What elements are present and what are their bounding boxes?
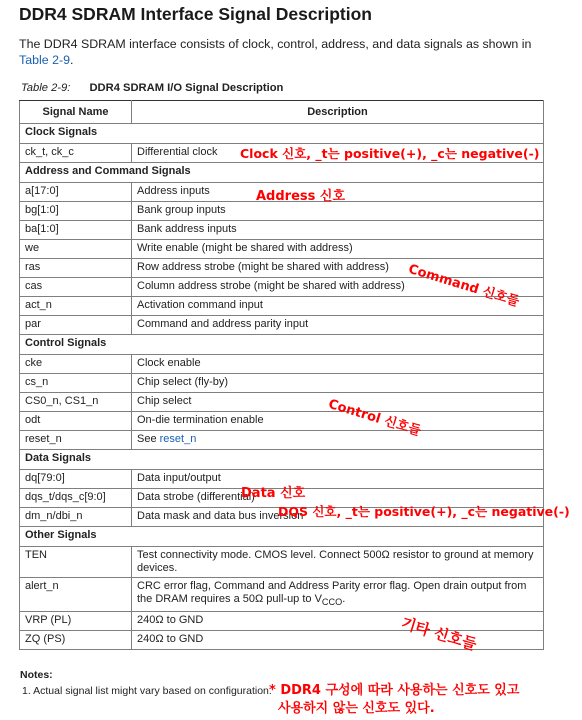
alert-desc-text: CRC error flag, Command and Address Parity error flag. Open drain output from the DRAM requires a 50Ω pull-up to V [137,580,527,605]
signal-description: Chip select (fly-by) [132,374,544,393]
table-row [20,412,544,431]
signal-description [132,431,544,450]
table-name: DDR4 SDRAM I/O Signal Description [89,82,284,94]
signal-name: ras [20,259,132,278]
section-row [20,450,544,470]
signal-description: Bank group inputs [132,202,544,221]
annotation-control: Control 신호들 [326,396,423,440]
table-row [20,240,544,259]
header-signal-name: Signal Name [20,101,132,124]
signal-name: act_n [20,297,132,316]
page-title: DDR4 SDRAM Interface Signal Description [19,4,372,24]
signal-description: On-die termination enable [132,412,544,431]
signal-description: Data strobe (differential) [132,489,544,508]
intro-text: The DDR4 SDRAM interface consists of clock, control, address, and data signals as shown in [19,37,532,51]
table-row [20,578,544,612]
notes [20,669,272,697]
note-item: 1. Actual signal list might vary based on configuration. [22,685,272,697]
signal-name: dm_n/dbi_n [20,508,132,527]
annotation-footnote-line1: * DDR4 구성에 따라 사용하는 신호도 있고 [269,683,520,698]
table-caption [21,82,283,94]
section-other-signals: Other Signals [20,527,544,547]
signal-name: dq[79:0] [20,470,132,489]
signal-description [132,578,544,612]
section-row [20,163,544,183]
signal-description: Row address strobe (might be shared with address) [132,259,544,278]
signal-name: cas [20,278,132,297]
signal-description: 240Ω to GND [132,631,544,650]
table-row [20,316,544,335]
section-address-command-signals: Address and Command Signals [20,163,544,183]
table-header-row [20,101,544,124]
table-row [20,431,544,450]
signal-description: Differential clock [132,144,544,163]
table-row [20,355,544,374]
signal-table [19,100,544,650]
vcco-subscript: CCO [321,597,343,608]
signal-name: reset_n [20,431,132,450]
signal-name: a[17:0] [20,183,132,202]
annotation-clock: Clock 신호, _t는 positive(+), _c는 negative(-) [240,146,540,161]
alert-desc-tail: . [342,593,346,605]
signal-name: par [20,316,132,335]
signal-description: Test connectivity mode. CMOS level. Connect 500Ω resistor to ground at memory devices. [132,547,544,578]
section-row [20,124,544,144]
table-row [20,374,544,393]
signal-name: CS0_n, CS1_n [20,393,132,412]
signal-description: Column address strobe (might be shared with address) [132,278,544,297]
annotation-address: Address 신호 [256,189,346,204]
section-clock-signals: Clock Signals [20,124,544,144]
signal-name: bg[1:0] [20,202,132,221]
table-row [20,547,544,578]
table-row [20,393,544,412]
signal-description: Clock enable [132,355,544,374]
signal-name: ck_t, ck_c [20,144,132,163]
signal-name: odt [20,412,132,431]
table-link[interactable]: Table 2-9 [19,53,70,67]
signal-name: ba[1:0] [20,221,132,240]
annotation-dqs: DQS 신호, _t는 positive(+), _c는 negative(-) [278,504,570,519]
reset-n-link[interactable]: reset_n [159,433,197,445]
annotation-data: Data 신호 [241,486,306,501]
table-row [20,221,544,240]
header-description: Description [132,101,544,124]
signal-name: we [20,240,132,259]
signal-description: Data mask and data bus inversion [132,508,544,527]
signal-description: Bank address inputs [132,221,544,240]
signal-name: ZQ (PS) [20,631,132,650]
table-row [20,202,544,221]
table-row [20,612,544,631]
signal-description: Address inputs [132,183,544,202]
signal-name: alert_n [20,578,132,612]
signal-description: Activation command input [132,297,544,316]
signal-description: Data input/output [132,470,544,489]
intro-paragraph [19,36,564,68]
annotation-footnote-line2: 사용하지 않는 신호도 있다. [278,701,435,716]
section-data-signals: Data Signals [20,450,544,470]
table-row [20,297,544,316]
signal-description: Write enable (might be shared with address) [132,240,544,259]
signal-description: Command and address parity input [132,316,544,335]
signal-name: cs_n [20,374,132,393]
intro-end: . [69,53,74,67]
section-row [20,527,544,547]
signal-description: 240Ω to GND [132,612,544,631]
annotation-command: Command 신호들 [406,261,521,310]
notes-heading: Notes: [20,669,53,681]
see-text: See [137,433,157,445]
signal-name: cke [20,355,132,374]
signal-name: dqs_t/dqs_c[9:0] [20,489,132,508]
signal-name: TEN [20,547,132,578]
annotation-other: 기타 신호들 [399,613,479,654]
signal-description: Chip select [132,393,544,412]
signal-name: VRP (PL) [20,612,132,631]
section-row [20,335,544,355]
table-number: Table 2-9: [21,82,71,94]
section-control-signals: Control Signals [20,335,544,355]
